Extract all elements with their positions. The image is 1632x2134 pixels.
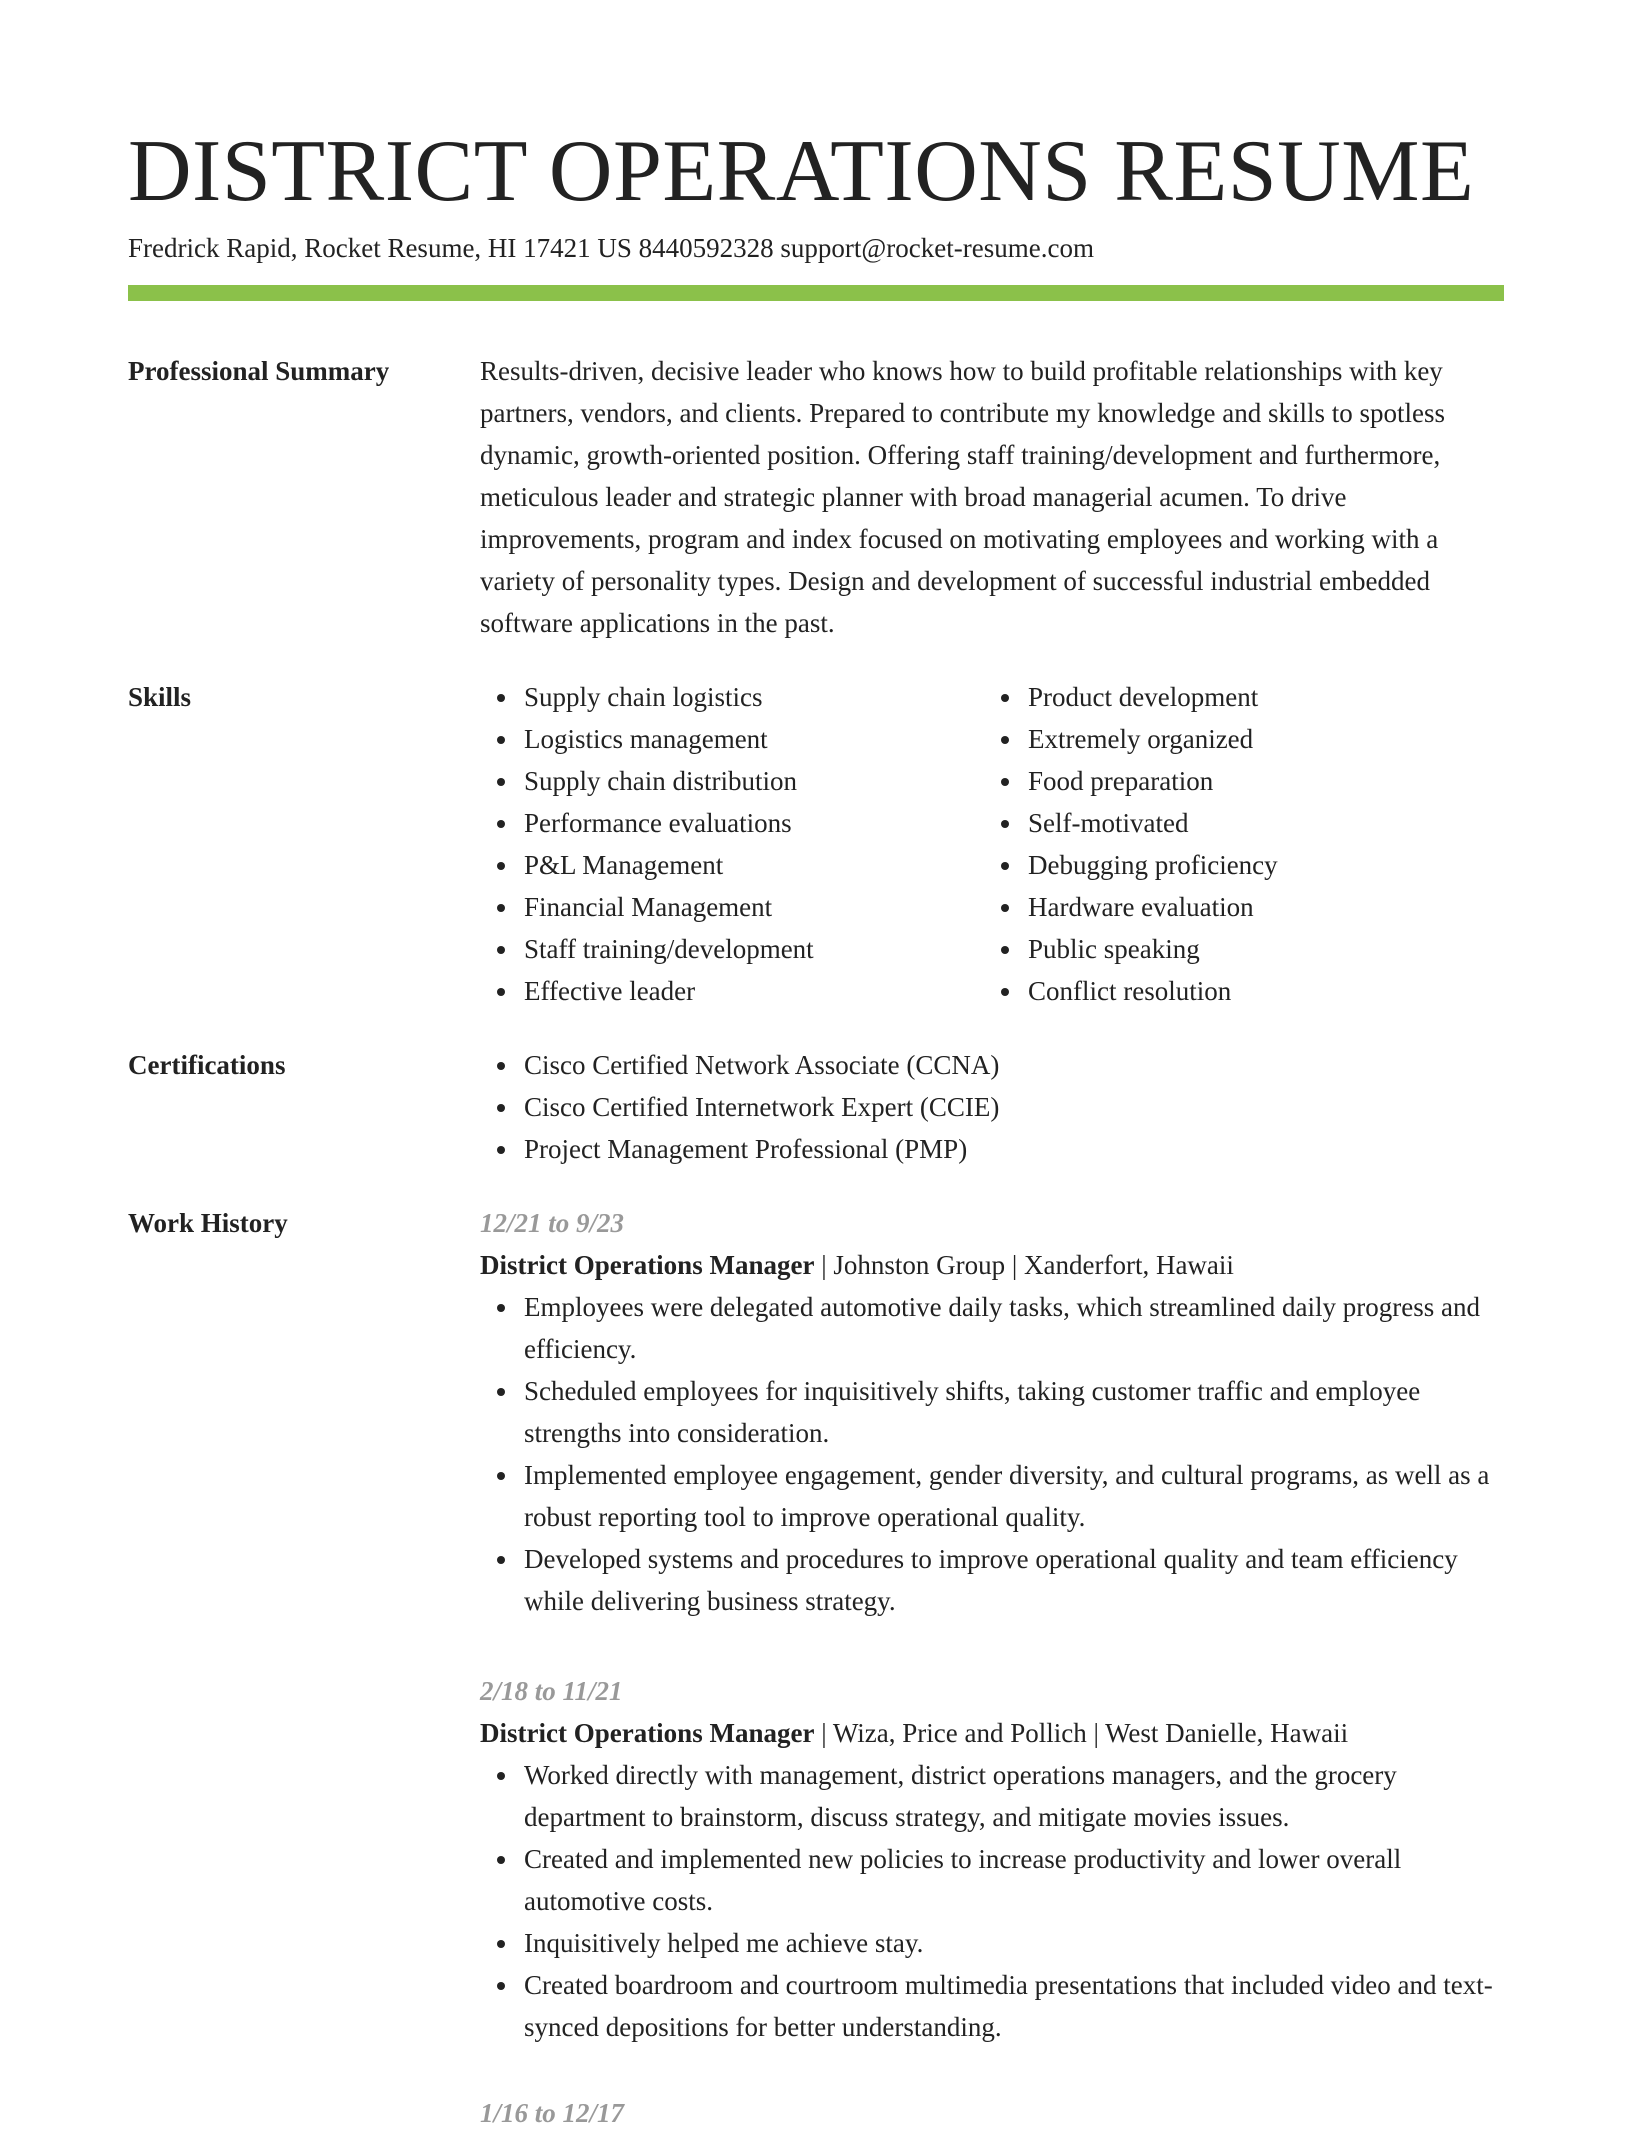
skill-item: Hardware evaluation bbox=[1028, 886, 1488, 928]
job-dates: 12/21 to 9/23 bbox=[480, 1208, 625, 1238]
contact-line: Fredrick Rapid, Rocket Resume, HI 17421 US 8440592328 support@rocket-resume.com bbox=[128, 233, 1094, 263]
skill-item: Conflict resolution bbox=[1028, 970, 1488, 1012]
skill-item: Public speaking bbox=[1028, 928, 1488, 970]
skill-item: Self-motivated bbox=[1028, 802, 1488, 844]
job-dates: 2/18 to 11/21 bbox=[480, 1676, 623, 1706]
accent-divider bbox=[128, 285, 1504, 301]
skills-column-right bbox=[984, 676, 1488, 1012]
job-company-location: | Wiza, Price and Pollich | West Danielle, Hawaii bbox=[814, 1718, 1349, 1748]
job-company-location: | Johnston Group | Xanderfort, Hawaii bbox=[814, 1250, 1234, 1280]
skills-column-left bbox=[480, 676, 984, 1012]
skill-item: Supply chain logistics bbox=[524, 676, 984, 718]
skill-item: Product development bbox=[1028, 676, 1488, 718]
job-duty-item: Employees were delegated automotive daily tasks, which streamlined daily progress and efficiency. bbox=[524, 1286, 1504, 1370]
certification-item: Project Management Professional (PMP) bbox=[524, 1128, 1504, 1170]
job-heading bbox=[480, 1244, 1504, 1286]
skill-item: Performance evaluations bbox=[524, 802, 984, 844]
skill-item: P&L Management bbox=[524, 844, 984, 886]
job-duties bbox=[480, 1286, 1504, 1622]
summary-label: Professional Summary bbox=[128, 356, 390, 386]
job-duty-item: Created and implemented new policies to increase productivity and lower overall automotive costs. bbox=[524, 1838, 1504, 1922]
job-duty-item: Developed systems and procedures to improve operational quality and team efficiency while delivering business strategy. bbox=[524, 1538, 1504, 1622]
job-duty-item: Scheduled employees for inquisitively shifts, taking customer traffic and employee strengths into consideration. bbox=[524, 1370, 1504, 1454]
job-title: District Operations Manager bbox=[480, 1718, 815, 1748]
job-entry bbox=[480, 2092, 1504, 2134]
skill-item: Effective leader bbox=[524, 970, 984, 1012]
job-duties bbox=[480, 1754, 1504, 2048]
certifications-body bbox=[480, 1044, 1504, 1170]
job-heading bbox=[480, 1712, 1504, 1754]
certification-item: Cisco Certified Internetwork Expert (CCIE) bbox=[524, 1086, 1504, 1128]
skill-item: Food preparation bbox=[1028, 760, 1488, 802]
skills-body bbox=[480, 676, 1504, 1012]
job-duty-item: Created boardroom and courtroom multimedia presentations that included video and text-synced depositions for better understanding. bbox=[524, 1964, 1504, 2048]
summary-text: Results-driven, decisive leader who knows how to build profitable relationships with key partners, vendors, and clients. Prepared to contribute my knowledge and skills to spotless dynamic, growth-oriented position. Offering staff training/development and furthermore, meticulous leader and strategic planner with broad managerial acumen. To drive improvements, program and index focused on motivating employees and working with a variety of personality types. Design and development of successful industrial embedded software applications in the past. bbox=[480, 356, 1446, 638]
job-duty-item: Inquisitively helped me achieve stay. bbox=[524, 1922, 1504, 1964]
skills-label: Skills bbox=[128, 682, 192, 712]
job-entry bbox=[480, 1670, 1504, 2048]
skill-item: Debugging proficiency bbox=[1028, 844, 1488, 886]
job-dates: 1/16 to 12/17 bbox=[480, 2098, 625, 2128]
certification-item: Cisco Certified Network Associate (CCNA) bbox=[524, 1044, 1504, 1086]
job-duty-item: Implemented employee engagement, gender diversity, and cultural programs, as well as a robust reporting tool to improve operational quality. bbox=[524, 1454, 1504, 1538]
skill-item: Supply chain distribution bbox=[524, 760, 984, 802]
job-title: District Operations Manager bbox=[480, 1250, 815, 1280]
skill-item: Extremely organized bbox=[1028, 718, 1488, 760]
skill-item: Financial Management bbox=[524, 886, 984, 928]
summary-body bbox=[480, 350, 1504, 644]
job-entry bbox=[480, 1202, 1504, 1622]
resume-title: DISTRICT OPERATIONS RESUME bbox=[128, 123, 1475, 220]
job-duty-item: Worked directly with management, district operations managers, and the grocery department to brainstorm, discuss strategy, and mitigate movies issues. bbox=[524, 1754, 1504, 1838]
certifications-label: Certifications bbox=[128, 1050, 286, 1080]
skill-item: Staff training/development bbox=[524, 928, 984, 970]
work-history-label: Work History bbox=[128, 1208, 288, 1238]
skill-item: Logistics management bbox=[524, 718, 984, 760]
